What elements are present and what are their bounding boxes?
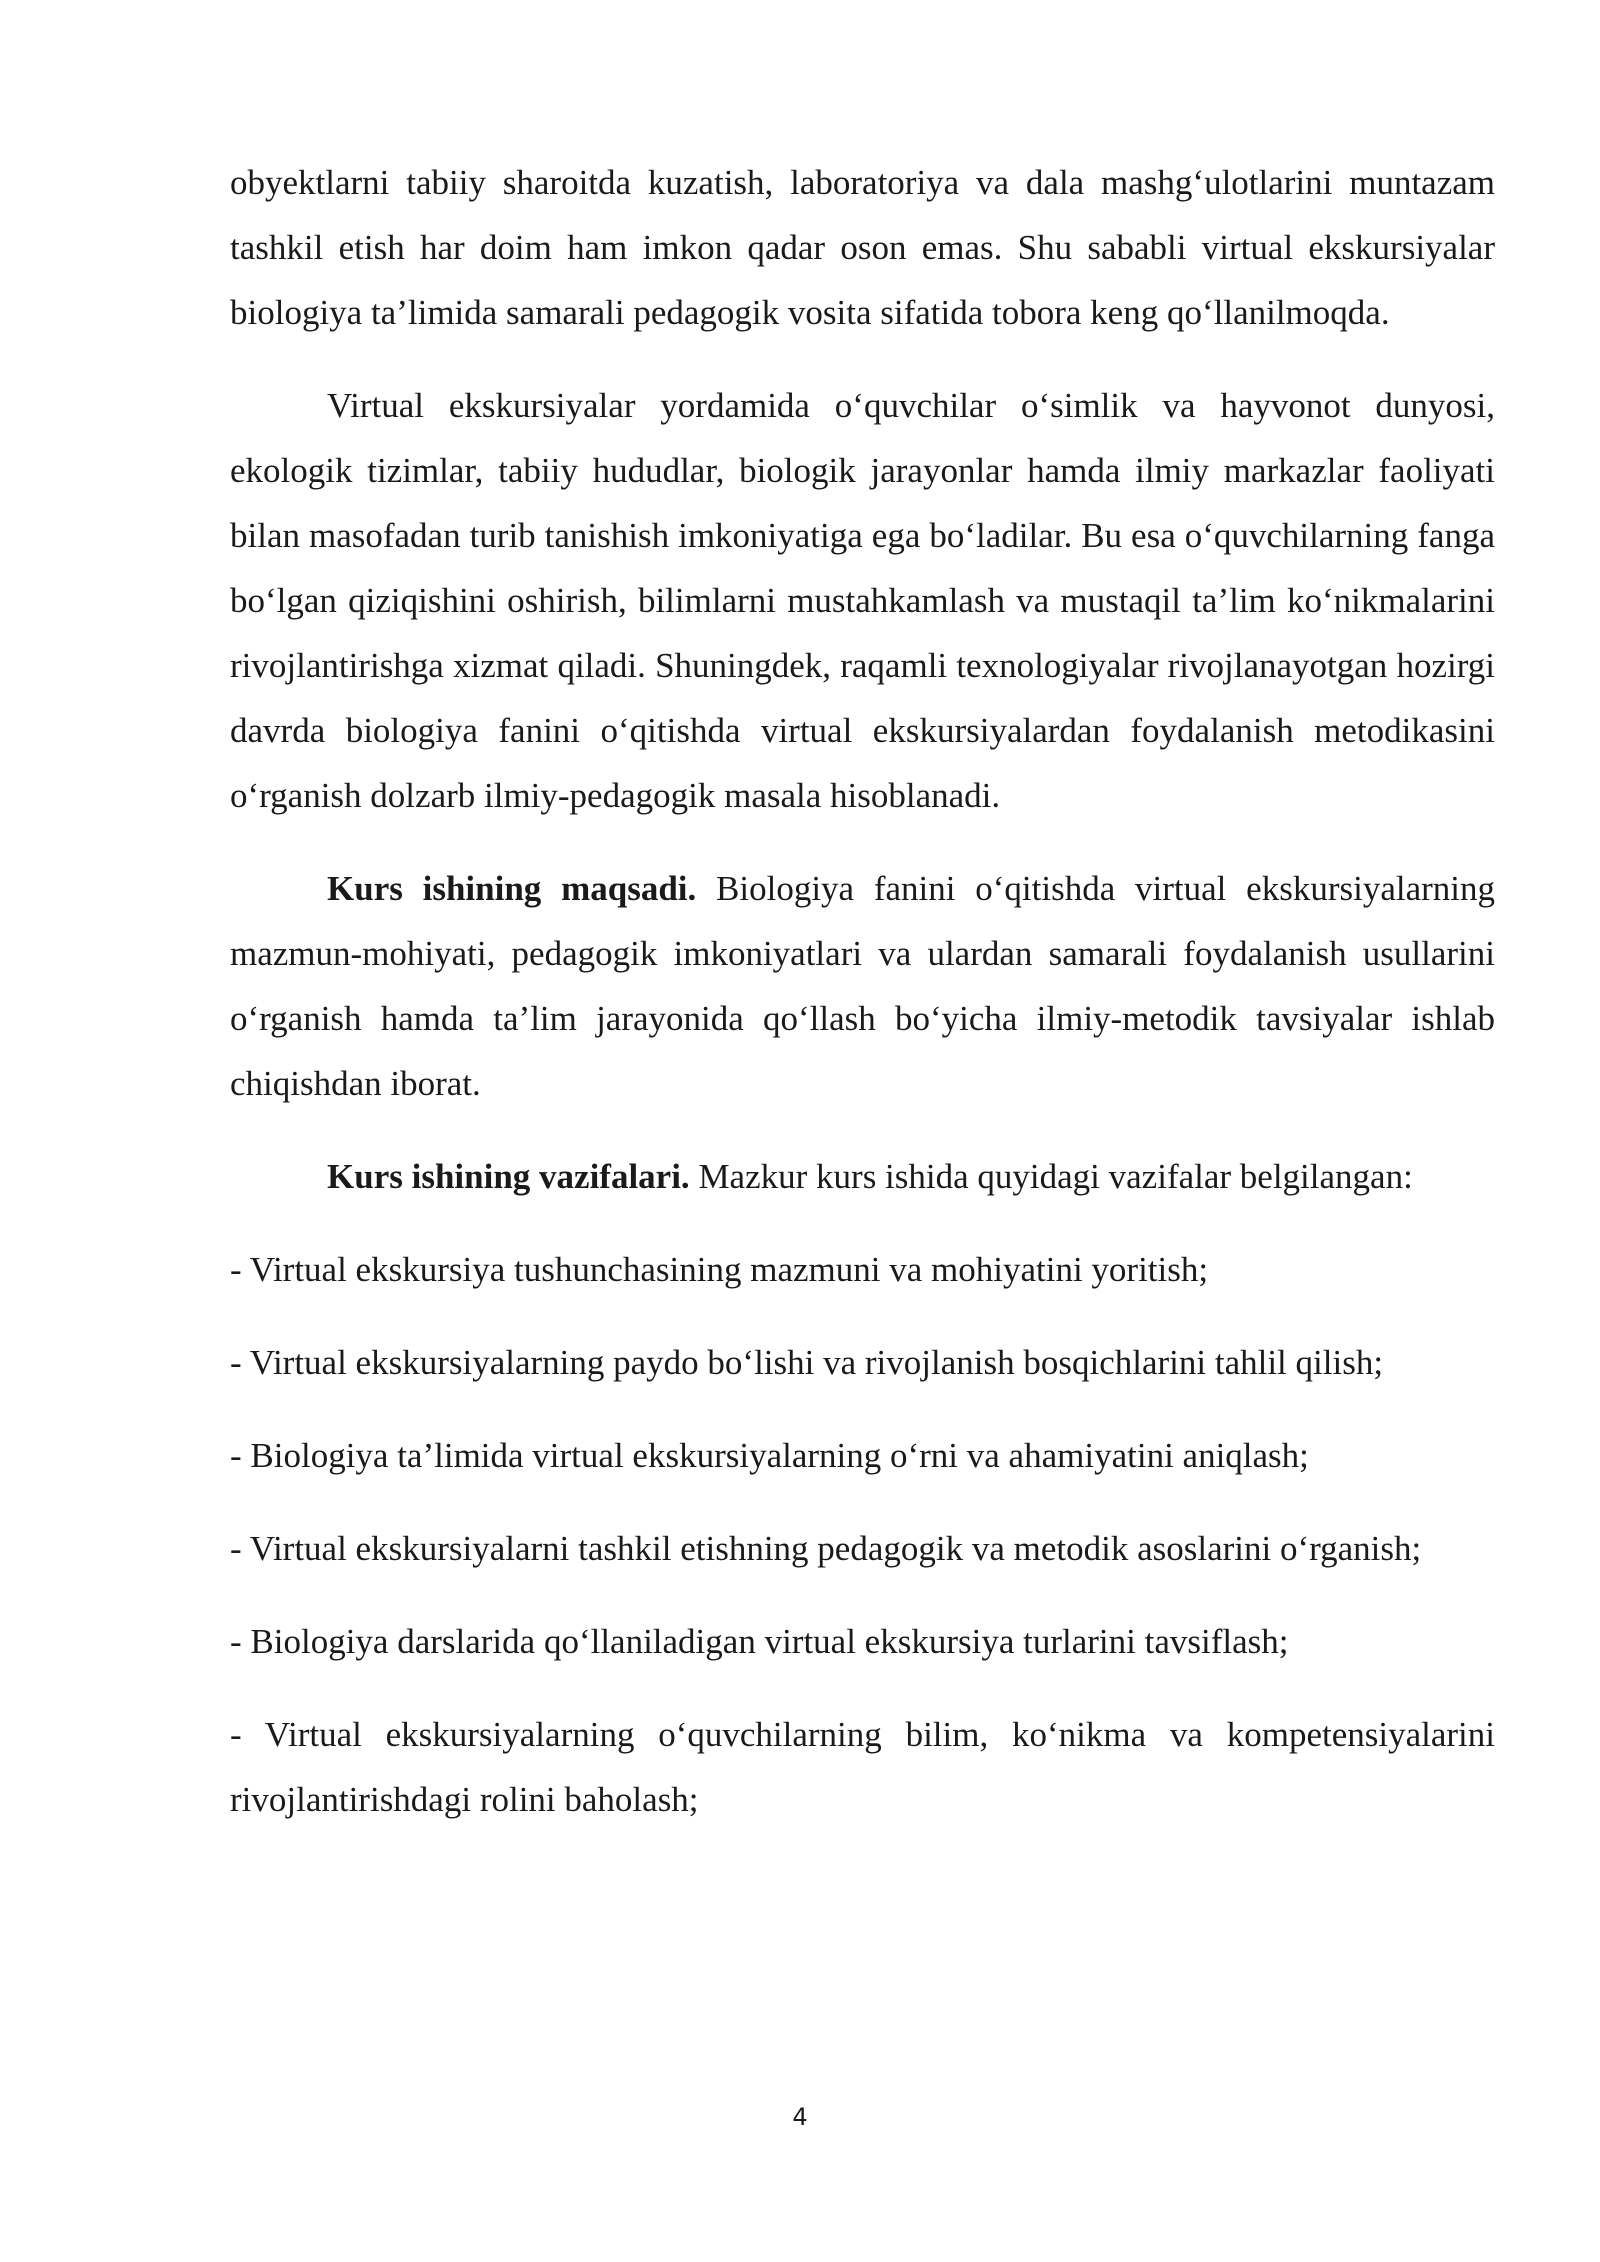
- paragraph-virtual-excursions: Virtual ekskursiyalar yordamida o‘quvchilar o‘simlik va hayvonot dunyosi, ekologik tizimlar, tabiiy hududlar, biologik jarayonlar hamda ilmiy markazlar faoliyati bilan masofadan turib tanishish imkoniyatiga ega bo‘ladilar. Bu esa o‘quvchilarning fanga bo‘lgan qiziqishini oshirish, bilimlarni mustahkamlash va mustaqil ta’lim ko‘nikmalarini rivojlantirishga xizmat qiladi. Shuningdek, raqamli texnologiyalar rivojlanayotgan hozirgi davrda biologiya fanini o‘qitishda virtual ekskursiyalardan foydalanish metodikasini o‘rganish dolzarb ilmiy-pedagogik masala hisoblanadi.: [230, 386, 1495, 815]
- paragraph-course-goal: [230, 856, 1495, 1116]
- paragraph-intro-continuation: obyektlarni tabiiy sharoitda kuzatish, laboratoriya va dala mashg‘ulotlarini muntazam tashkil etish har doim ham imkon qadar oson emas. Shu sababli virtual ekskursiyalar biologiya ta’limida samarali pedagogik vosita sifatida tobora keng qo‘llanilmoqda.: [230, 163, 1495, 332]
- course-goal-text: Biologiya fanini o‘qitishda virtual ekskursiyalarning mazmun-mohiyati, pedagogik imkoniyatlari va ulardan samarali foydalanish usullarini o‘rganish hamda ta’lim jarayonida qo‘llash bo‘yicha ilmiy-metodik tavsiyalar ishlab chiqishdan iborat.: [230, 869, 1495, 1103]
- task-list-item: - Biologiya ta’limida virtual ekskursiyalarning o‘rni va ahamiyatini aniqlash;: [230, 1436, 1309, 1475]
- task-list-item: - Biologiya darslarida qo‘llaniladigan virtual ekskursiya turlarini tavsiflash;: [230, 1622, 1289, 1661]
- page-number: 4: [792, 2103, 808, 2131]
- task-list-item: - Virtual ekskursiyalarning o‘quvchilarning bilim, ko‘nikma va kompetensiyalarini rivojlantirishdagi rolini baholash;: [230, 1715, 1495, 1819]
- task-list-item: - Virtual ekskursiya tushunchasining mazmuni va mohiyatini yoritish;: [230, 1250, 1209, 1289]
- task-list-item: - Virtual ekskursiyalarning paydo bo‘lishi va rivojlanish bosqichlarini tahlil qilish;: [230, 1343, 1384, 1382]
- course-tasks-heading: Kurs ishining vazifalari.: [327, 1157, 690, 1196]
- document-page: [230, 150, 1495, 1832]
- paragraph-course-tasks: [230, 1144, 1495, 1209]
- course-tasks-text: Mazkur kurs ishida quyidagi vazifalar belgilangan:: [689, 1157, 1413, 1196]
- course-goal-heading: Kurs ishining maqsadi.: [327, 869, 697, 908]
- task-list-item: - Virtual ekskursiyalarni tashkil etishning pedagogik va metodik asoslarini o‘rganish;: [230, 1529, 1422, 1568]
